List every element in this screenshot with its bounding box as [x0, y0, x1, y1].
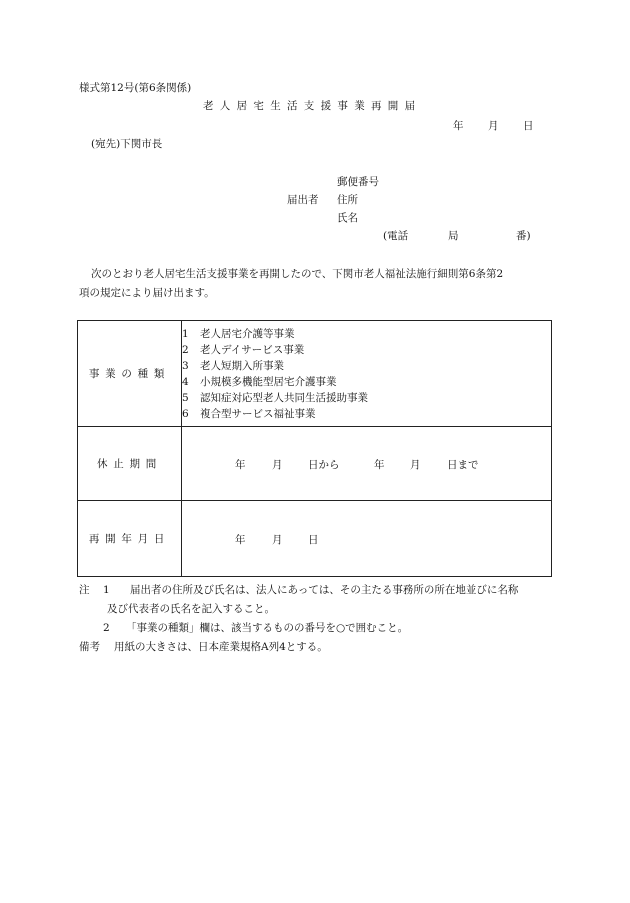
business-type-list [182, 321, 552, 427]
business-type-row [78, 321, 552, 427]
remarks-prefix: 備考 [79, 641, 100, 653]
phone-open: (電話 [383, 230, 409, 242]
business-type-item: 4 小規模多機能型居宅介護事業 [182, 375, 337, 388]
reopen-date-row [78, 501, 552, 577]
suspension-period-value [182, 427, 552, 501]
business-type-item: 5 認知症対応型老人共同生活援助事業 [182, 391, 368, 404]
business-type-item: 6 複合型サービス福祉事業 [182, 407, 316, 420]
suspension-month-from: 月 [272, 458, 283, 471]
date-year: 年 [453, 120, 464, 132]
suspension-day-from: 日から [308, 458, 340, 471]
business-type-label: 事業の種類 [78, 321, 182, 427]
business-type-item: 1 老人居宅介護等事業 [182, 327, 295, 340]
business-table [77, 320, 552, 577]
reopen-date-label: 再開年月日 [78, 501, 182, 577]
suspension-year-to: 年 [374, 458, 385, 471]
suspension-period-label: 休止期間 [78, 427, 182, 501]
note1-line2: 及び代表者の氏名を記入すること。 [107, 603, 275, 615]
reopen-month: 月 [272, 533, 283, 546]
date-day: 日 [523, 120, 534, 132]
phone-station: 局 [448, 230, 459, 242]
date-month: 月 [488, 120, 499, 132]
addressee: (宛先)下関市長 [91, 138, 163, 150]
form-number: 様式第12号(第6条関係) [79, 82, 192, 94]
note2-number: 2 [103, 622, 110, 634]
note1-number: 1 [103, 584, 110, 596]
phone-number-close: 番) [516, 230, 531, 242]
business-type-item: 2 老人デイサービス事業 [182, 343, 305, 356]
notifier-label: 届出者 [287, 194, 319, 206]
body-text-line2: 項の規定により届け出ます。 [79, 287, 215, 299]
suspension-period-row [78, 427, 552, 501]
note2-text: 「事業の種類」欄は、該当するものの番号を○で囲むこと。 [126, 622, 409, 634]
reopen-date-value [182, 501, 552, 577]
form-title: 老人居宅生活支援事業再開届 [203, 100, 422, 112]
business-type-item: 3 老人短期入所事業 [182, 359, 284, 372]
suspension-year-from: 年 [235, 458, 246, 471]
postal-code-label: 郵便番号 [337, 176, 379, 188]
suspension-day-to: 日まで [447, 458, 479, 471]
remarks-text: 用紙の大きさは、日本産業規格A列4とする。 [114, 641, 328, 653]
address-label: 住所 [337, 194, 358, 206]
reopen-year: 年 [235, 533, 246, 546]
body-text-line1: 次のとおり老人居宅生活支援事業を再開したので、下関市老人福祉法施行細則第6条第2 [91, 268, 504, 280]
suspension-month-to: 月 [410, 458, 421, 471]
note-prefix: 注 [79, 584, 90, 596]
reopen-day: 日 [308, 533, 319, 546]
name-label: 氏名 [337, 212, 358, 224]
note1-line1: 届出者の住所及び氏名は、法人にあっては、その主たる事務所の所在地並びに名称 [130, 584, 519, 596]
